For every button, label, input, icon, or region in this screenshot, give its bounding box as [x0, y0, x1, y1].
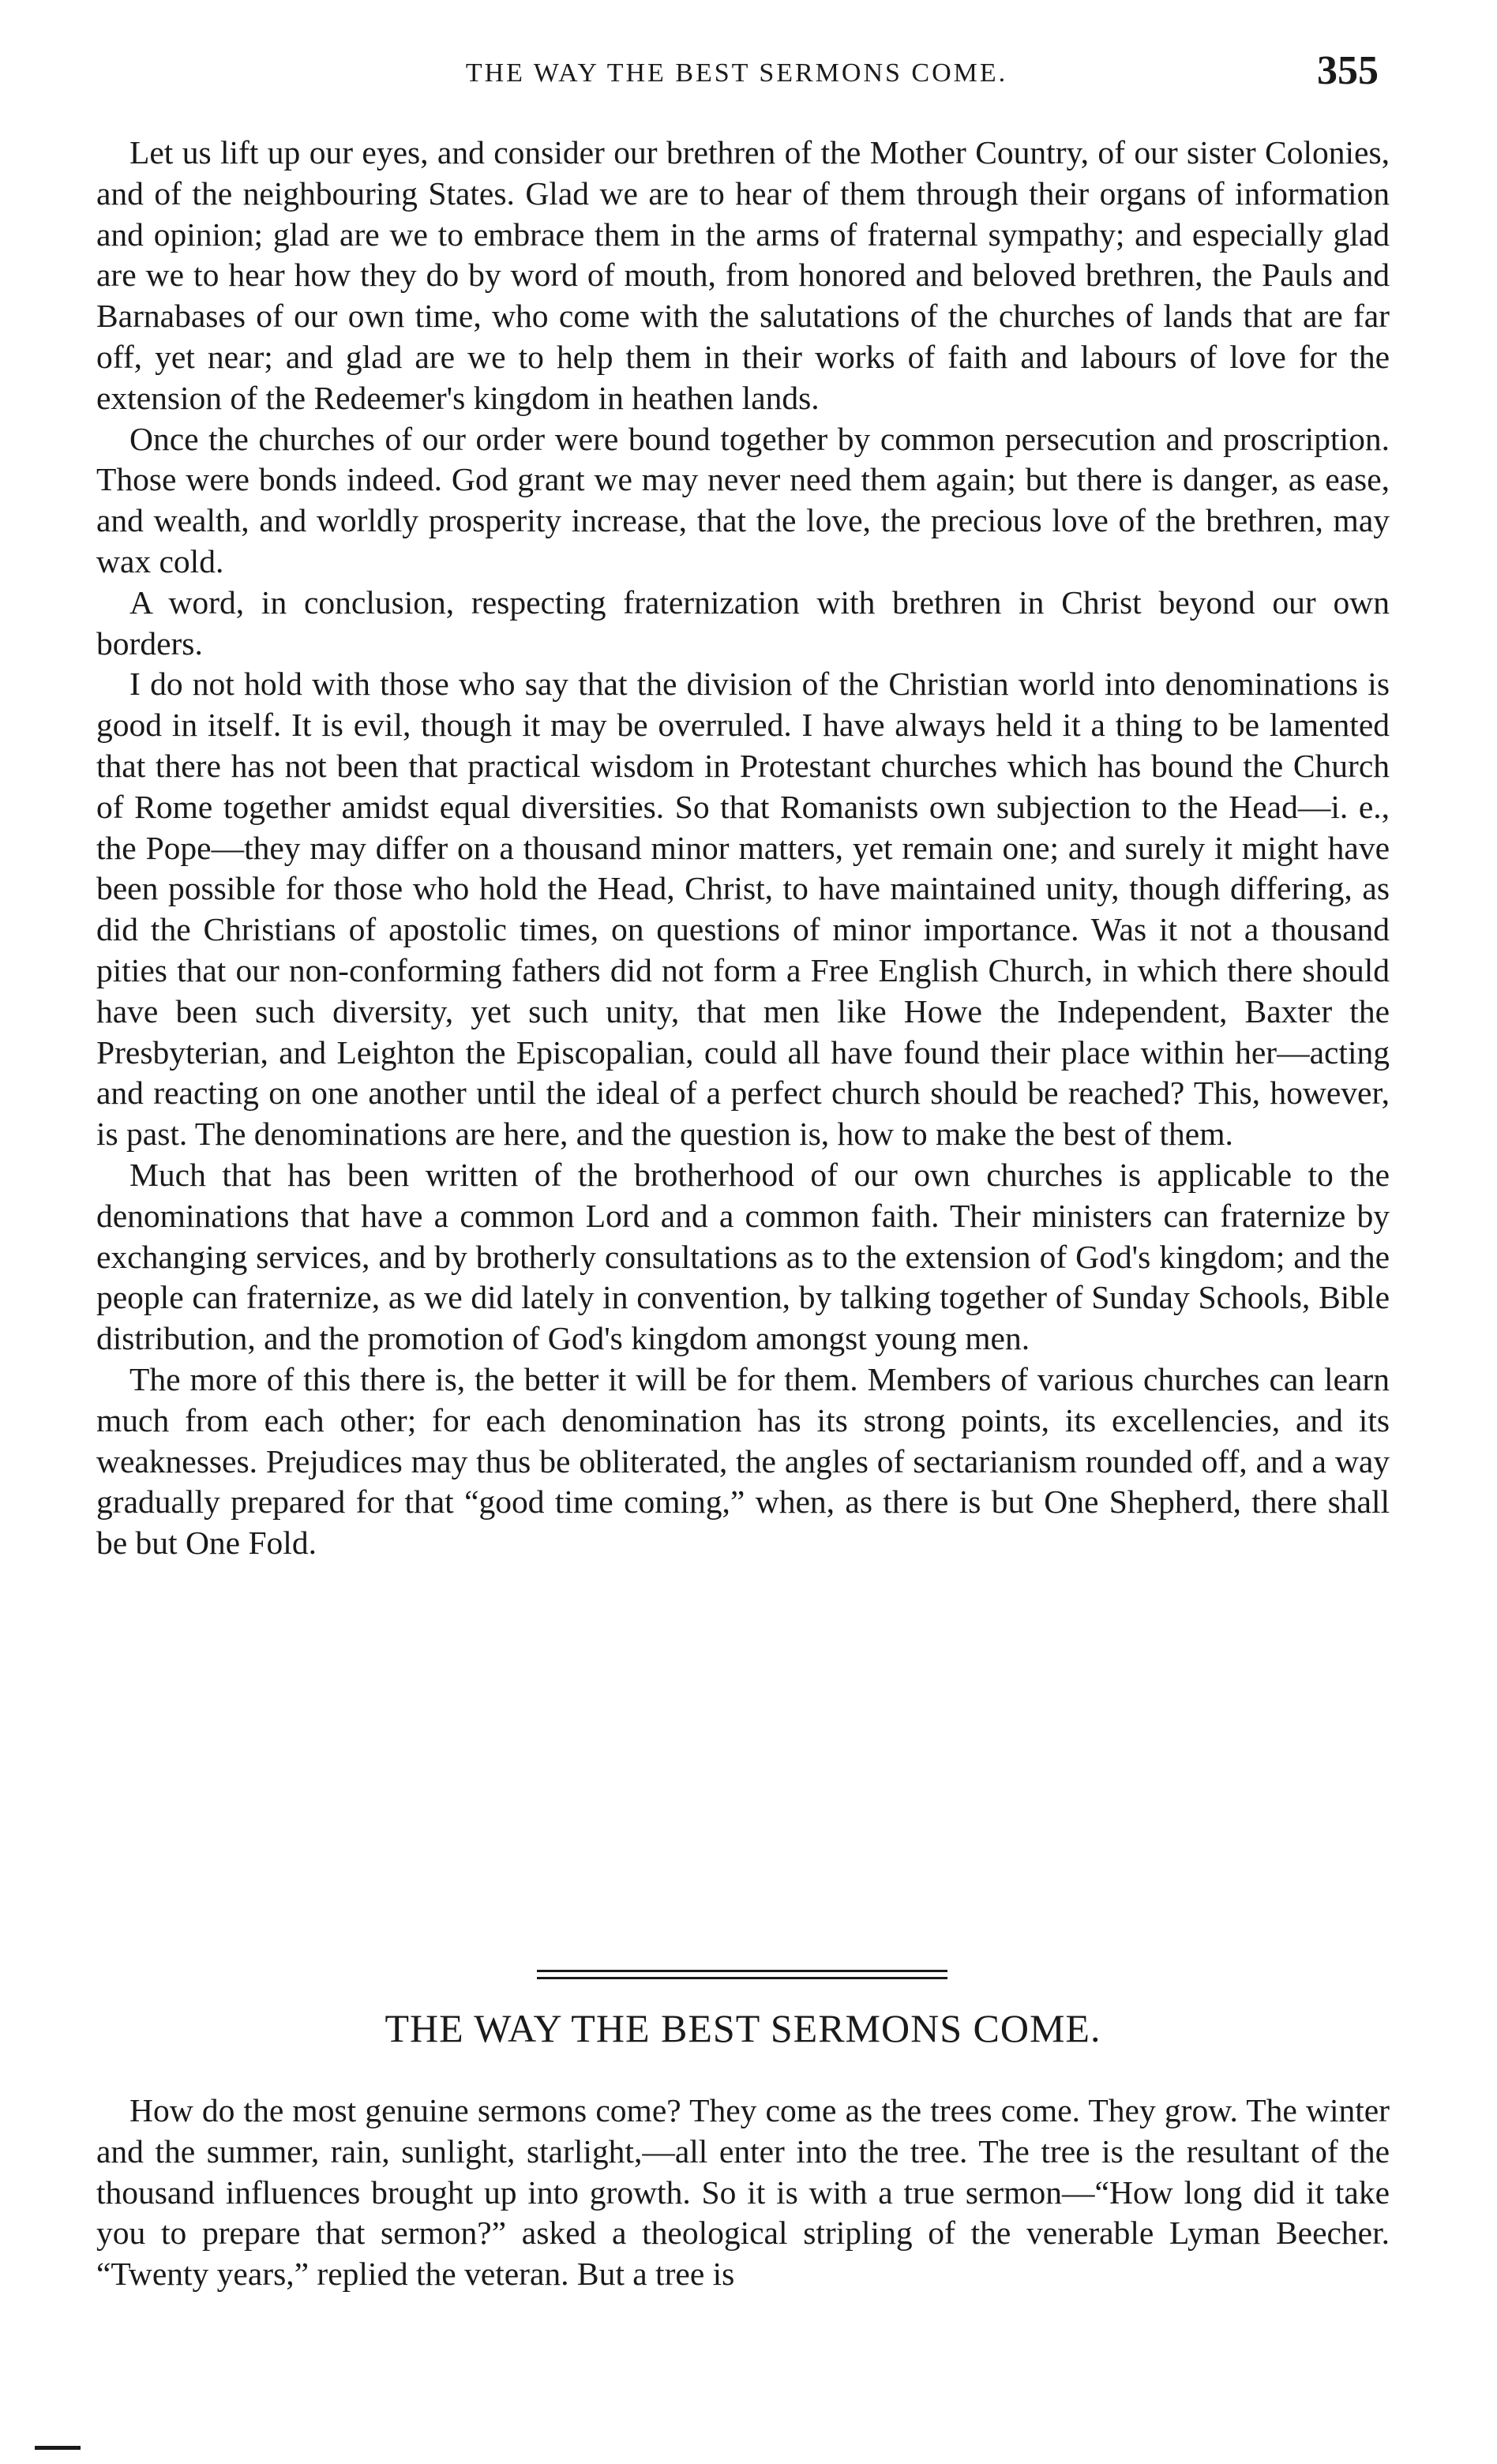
section-divider	[537, 1970, 947, 1984]
paragraph-6: The more of this there is, the better it will be for them. Members of various churches can learn much from each other; for each denomination has its strong points, its excellencies, and its weaknesses. Prejudices may thus be obliterated, the angles of sectarianism rounded off, and a way gradually prepared for that “good time coming,” when, as there is but One Shepherd, there shall be but One Fold.	[96, 1360, 1390, 1562]
section-title: THE WAY THE BEST SERMONS COME.	[385, 2006, 1101, 2050]
divider-rule-bottom	[537, 1977, 947, 1979]
section-body	[96, 2091, 1390, 2295]
paragraph-3: A word, in conclusion, respecting fraternization with brethren in Christ beyond our own borders.	[96, 583, 1390, 662]
page-number: 355	[1317, 48, 1379, 93]
section-paragraph-1: How do the most genuine sermons come? They come as the trees come. They grow. The winter and the summer, rain, sunlight, starlight,—all enter into the tree. The tree is the resultant of the thousand influences brought up into growth. So it is with a true sermon—“How long did it take you to prepare that sermon?” asked a theological stripling of the venerable Lyman Beecher. “Twenty years,” replied the veteran. But a tree is	[96, 2092, 1390, 2293]
paragraph-2: Once the churches of our order were bound together by common persecution and proscription. Those were bonds indeed. God grant we may never need them again; but there is danger, as ease, and wealth, and worldly prosperity increase, that the love, the precious love of the brethren, may wax cold.	[96, 420, 1390, 579]
running-head	[95, 47, 1379, 103]
paragraph-4: I do not hold with those who say that the division of the Christian world into denominations is good in itself. It is evil, though it may be overruled. I have always held it a thing to be lamented that there has not been that practical wisdom in Protestant churches which has bound the Church of Rome together amidst equal diversities. So that Romanists own subjection to the Head—i. e., the Pope—they may differ on a thousand minor matters, yet remain one; and surely it might have been possible for those who hold the Head, Christ, to have maintained unity, though differing, as did the Christians of apostolic times, on questions of minor importance. Was it not a thousand pities that our non-conforming fathers did not form a Free English Church, in which there should have been such diversity, yet such unity, that men like Howe the Independent, Baxter the Presbyterian, and Leighton the Episcopalian, could all have found their place within her—acting and reacting on one another until the ideal of a perfect church should be reached? This, however, is past. The denominations are here, and the question is, how to make the best of them.	[96, 666, 1390, 1153]
article-body	[96, 133, 1390, 1564]
paragraph-5: Much that has been written of the brotherhood of our own churches is applicable to the denominations that have a common Lord and a common faith. Their ministers can fraternize by exchanging services, and by brotherly consultations as to the extension of God's kingdom; and the people can fraternize, as we did lately in convention, by talking together of Sunday Schools, Bible distribution, and the promotion of God's kingdom amongst young men.	[96, 1156, 1390, 1357]
paragraph-1: Let us lift up our eyes, and consider our brethren of the Mother Country, of our sister Colonies, and of the neighbouring States. Glad we are to hear of them through their organs of information and opinion; glad are we to embrace them in the arms of fraternal sympathy; and especially glad are we to hear how they do by word of mouth, from honored and beloved brethren, the Pauls and Barnabases of our own time, who come with the salutations of the churches of lands that are far off, yet near; and glad are we to help them in their works of faith and labours of love for the extension of the Redeemer's kingdom in heathen lands.	[96, 134, 1390, 416]
running-title: THE WAY THE BEST SERMONS COME.	[465, 58, 1008, 88]
footer-mark	[35, 2446, 81, 2450]
divider-rule-top	[537, 1970, 947, 1972]
